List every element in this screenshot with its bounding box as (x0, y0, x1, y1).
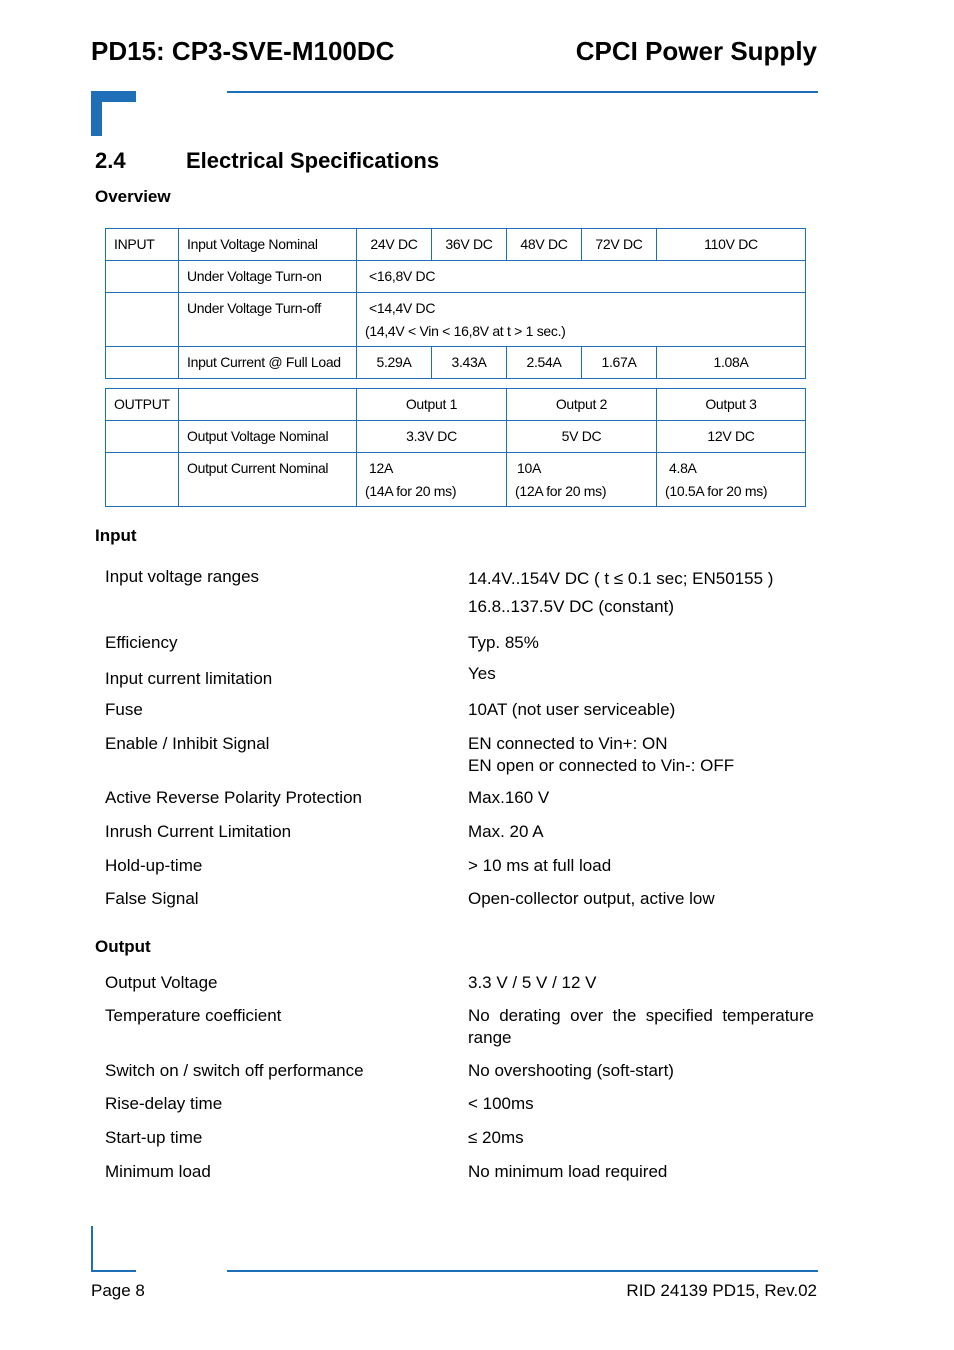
table-row (106, 261, 806, 293)
row-label: Under Voltage Turn-off (179, 293, 357, 347)
corner-mark-bottom (91, 1270, 136, 1272)
spec-label: False Signal (105, 889, 199, 908)
spec-label: Hold-up-time (105, 856, 203, 875)
table-cell: 72V DC (582, 229, 657, 261)
under-voltage-off-value: <14,4V DC (369, 300, 436, 316)
spec-label: Switch on / switch off performance (105, 1061, 364, 1080)
table-cell: 3.3V DC (357, 421, 507, 453)
spec-value (468, 568, 773, 618)
table-cell: 110V DC (657, 229, 806, 261)
spec-label: Efficiency (105, 633, 178, 652)
table-cell: 12V DC (657, 421, 806, 453)
current-value: 10A (517, 460, 542, 476)
table-cell (657, 453, 806, 507)
table-cell: Output 2 (507, 389, 657, 421)
current-peak: (10.5A for 20 ms) (665, 483, 768, 499)
spec-label: Enable / Inhibit Signal (105, 734, 270, 753)
spec-value-line: EN open or connected to Vin-: OFF (468, 756, 735, 775)
spec-label: Temperature coefficient (105, 1006, 282, 1025)
spec-label: Inrush Current Limitation (105, 822, 292, 841)
output-group-label: OUTPUT (106, 389, 179, 421)
spec-value: No derating over the specified temperature range (468, 1006, 814, 1047)
spec-value: 3.3 V / 5 V / 12 V (468, 973, 597, 992)
input-heading: Input (95, 526, 137, 545)
table-row (106, 293, 806, 347)
table-cell (106, 421, 179, 453)
input-group-label: INPUT (106, 229, 179, 261)
table-cell (357, 293, 806, 347)
table-cell: 1.08A (657, 347, 806, 379)
corner-mark-top-vertical (91, 91, 102, 136)
spec-value-line: EN connected to Vin+: ON (468, 734, 668, 753)
spec-value: 10AT (not user serviceable) (468, 700, 676, 719)
table-cell: Output 1 (357, 389, 507, 421)
row-label: Input Current @ Full Load (179, 347, 357, 379)
table-row (106, 389, 806, 421)
table-cell (106, 293, 179, 347)
document-title: PD15: CP3-SVE-M100DC (91, 36, 395, 66)
output-overview-table (105, 388, 806, 507)
table-cell (106, 347, 179, 379)
spec-value: No minimum load required (468, 1162, 668, 1181)
spec-label: Output Voltage (105, 973, 218, 992)
row-label: Input Voltage Nominal (179, 229, 357, 261)
overview-heading: Overview (95, 187, 171, 206)
spec-value: < 100ms (468, 1094, 534, 1113)
table-cell: 36V DC (432, 229, 507, 261)
table-row (106, 453, 806, 507)
table-row (106, 347, 806, 379)
section-number: 2.4 (95, 148, 126, 173)
spec-label: Start-up time (105, 1128, 203, 1147)
current-value: 12A (369, 460, 394, 476)
table-cell (106, 261, 179, 293)
header-rule (227, 91, 818, 93)
spec-value: ≤ 20ms (468, 1128, 524, 1147)
page-number: Page 8 (91, 1281, 145, 1300)
table-cell (106, 453, 179, 507)
spec-value: Max.160 V (468, 788, 550, 807)
spec-value-line: 14.4V..154V DC ( t ≤ 0.1 sec; EN50155 ) (468, 569, 774, 588)
table-cell: 2.54A (507, 347, 582, 379)
table-cell (507, 453, 657, 507)
spec-label: Active Reverse Polarity Protection (105, 788, 362, 807)
corner-mark-bottom-vertical (91, 1226, 93, 1272)
current-peak: (14A for 20 ms) (365, 483, 457, 499)
table-cell: 3.43A (432, 347, 507, 379)
row-label: Output Current Nominal (179, 453, 357, 507)
table-row (106, 229, 806, 261)
table-cell: 24V DC (357, 229, 432, 261)
current-peak: (12A for 20 ms) (515, 483, 607, 499)
table-cell: 5.29A (357, 347, 432, 379)
spec-label: Input current limitation (105, 669, 273, 688)
table-cell (179, 389, 357, 421)
spec-value: > 10 ms at full load (468, 856, 612, 875)
output-heading: Output (95, 937, 151, 956)
table-cell: Output 3 (657, 389, 806, 421)
table-cell: <16,8V DC (357, 261, 806, 293)
document-subtitle: CPCI Power Supply (575, 36, 817, 66)
spec-value: Yes (468, 664, 496, 683)
spec-value: Typ. 85% (468, 633, 539, 652)
spec-label: Rise-delay time (105, 1094, 223, 1113)
spec-value-line: 16.8..137.5V DC (constant) (468, 597, 675, 616)
spec-value: Open-collector output, active low (468, 889, 715, 908)
table-row (106, 421, 806, 453)
input-overview-table (105, 228, 806, 379)
spec-value: No overshooting (soft-start) (468, 1061, 674, 1080)
spec-value (468, 733, 734, 777)
table-cell: 5V DC (507, 421, 657, 453)
footer-rule (227, 1270, 818, 1272)
spec-value: Max. 20 A (468, 822, 544, 841)
row-label: Under Voltage Turn-on (179, 261, 357, 293)
spec-label: Input voltage ranges (105, 567, 260, 586)
table-cell (357, 453, 507, 507)
current-value: 4.8A (669, 460, 697, 476)
table-cell: 48V DC (507, 229, 582, 261)
under-voltage-off-note: (14,4V < Vin < 16,8V at t > 1 sec.) (365, 323, 566, 339)
spec-label: Fuse (105, 700, 143, 719)
row-label: Output Voltage Nominal (179, 421, 357, 453)
spec-label: Minimum load (105, 1162, 211, 1181)
table-cell: 1.67A (582, 347, 657, 379)
section-title: Electrical Specifications (186, 148, 440, 173)
document-id: RID 24139 PD15, Rev.02 (626, 1281, 817, 1300)
